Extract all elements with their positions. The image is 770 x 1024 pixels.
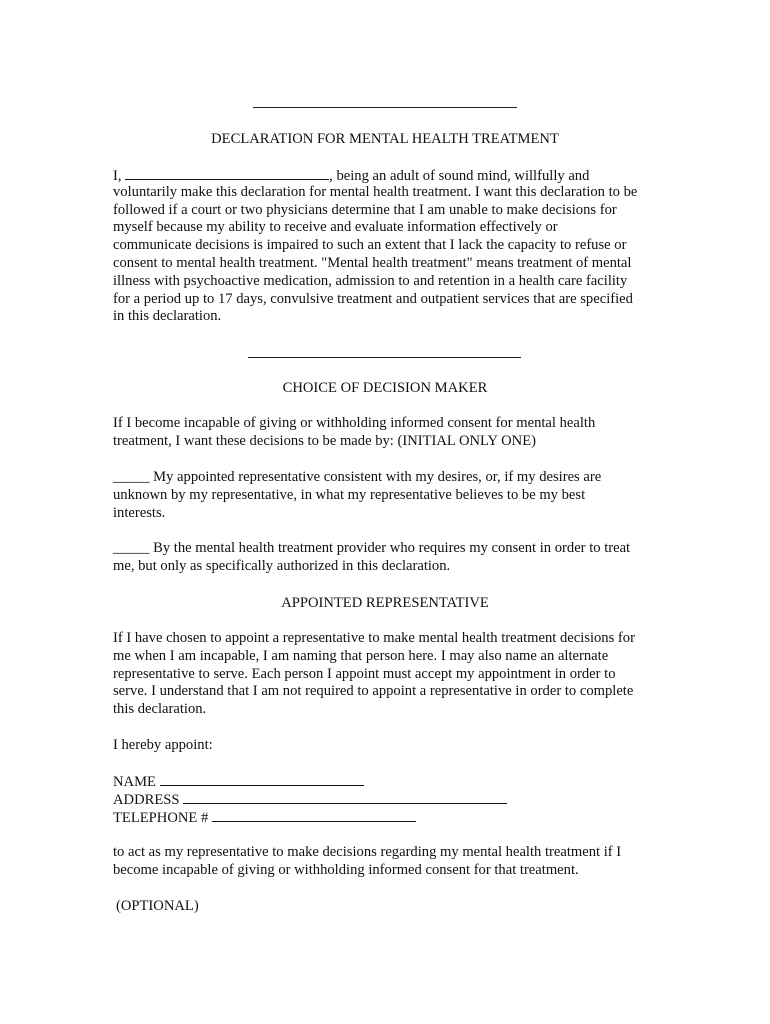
appointed-intro xyxy=(113,630,673,719)
paragraph-line: I hereby appoint: xyxy=(113,737,213,753)
paragraph-line: illness with psychoactive medication, admission to and retention in a health care facility xyxy=(113,272,628,289)
closing-paragraph xyxy=(113,844,673,880)
optional-label xyxy=(116,898,676,916)
paragraph-line: me, but only as specifically authorized in this declaration. xyxy=(113,557,451,574)
declaration-title: DECLARATION FOR MENTAL HEALTH TREATMENT xyxy=(211,131,559,147)
declarant-name-blank[interactable] xyxy=(125,166,329,180)
paragraph-line: myself because my ability to receive and evaluate information effectively or xyxy=(113,219,558,236)
paragraph-line: If I become incapable of giving or withholding informed consent for mental health xyxy=(113,415,596,431)
choice-option-provider[interactable] xyxy=(113,540,673,576)
address-row xyxy=(113,790,673,808)
name-field[interactable] xyxy=(160,772,364,786)
paragraph-line: consent to mental health treatment. "Mental health treatment" means treatment of mental xyxy=(113,254,632,271)
name-row xyxy=(113,772,673,790)
paragraph-line: interests. xyxy=(113,504,166,521)
paragraph-line: to act as my representative to make decisions regarding my mental health treatment if I xyxy=(113,844,622,860)
telephone-label: TELEPHONE # xyxy=(113,809,209,826)
representative-fields xyxy=(113,772,673,825)
address-field[interactable] xyxy=(183,790,507,804)
appointed-title: APPOINTED REPRESENTATIVE xyxy=(281,595,489,611)
paragraph-line: _____ By the mental health treatment provider who requires my consent in order to treat xyxy=(113,540,631,556)
paragraph-line: this declaration. xyxy=(113,701,207,718)
paragraph-line: If I have chosen to appoint a representative to make mental health treatment decisions for xyxy=(113,630,635,646)
intro-line: , being an adult of sound mind, willfully and xyxy=(329,168,590,184)
declaration-paragraph xyxy=(113,166,673,326)
paragraph-line: voluntarily make this declaration for mental health treatment. I want this declaration to be xyxy=(113,183,638,200)
choice-intro xyxy=(113,415,673,451)
paragraph-line: unknown by my representative, in what my representative believes to be my best xyxy=(113,486,586,503)
paragraph-line: _____ My appointed representative consistent with my desires, or, if my desires are xyxy=(113,469,602,485)
paragraph-line: in this declaration. xyxy=(113,308,222,325)
paragraph-line: me when I am incapable, I am naming that person here. I may also name an alternate xyxy=(113,647,609,664)
telephone-row xyxy=(113,808,673,826)
paragraph-line: serve. I understand that I am not required to appoint a representative in order to complete xyxy=(113,683,634,700)
hereby-appoint xyxy=(113,737,673,755)
paragraph-line: representative to serve. Each person I appoint must accept my appointment in order to xyxy=(113,665,616,682)
paragraph-line: communicate decisions is impaired to such an extent that I lack the capacity to refuse or xyxy=(113,237,627,254)
paragraph-line: become incapable of giving or withholding informed consent for that treatment. xyxy=(113,861,579,878)
choice-option-representative[interactable] xyxy=(113,469,673,522)
section-divider xyxy=(248,357,521,358)
paragraph-line: (OPTIONAL) xyxy=(116,898,199,914)
paragraph-line: for a period up to 17 days, convulsive treatment and outpatient services that are specified xyxy=(113,290,633,307)
telephone-field[interactable] xyxy=(212,808,416,822)
top-divider xyxy=(253,107,517,108)
address-label: ADDRESS xyxy=(113,791,180,808)
intro-prefix: I, xyxy=(113,168,122,184)
choice-title: CHOICE OF DECISION MAKER xyxy=(282,380,488,396)
paragraph-line xyxy=(113,166,673,184)
name-label: NAME xyxy=(113,774,156,790)
paragraph-line: followed if a court or two physicians determine that I am unable to make decisions for xyxy=(113,201,617,218)
paragraph-line: treatment, I want these decisions to be made by: (INITIAL ONLY ONE) xyxy=(113,432,536,449)
